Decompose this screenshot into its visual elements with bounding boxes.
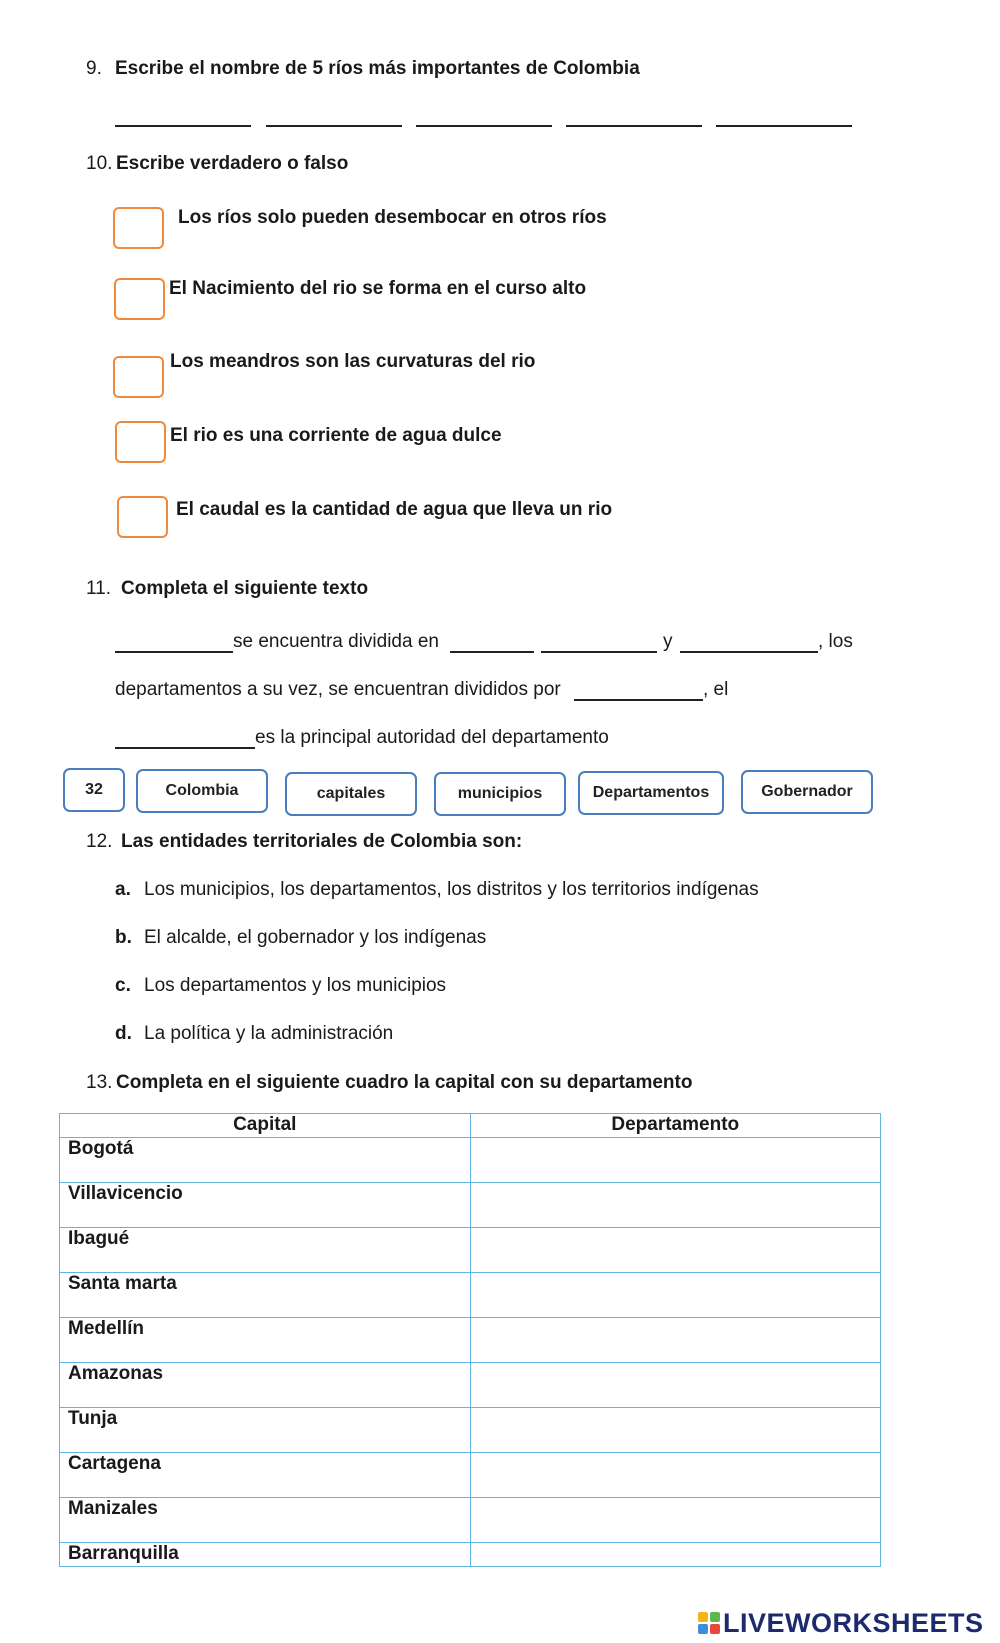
paragraph-text: departamentos a su vez, se encuentran divididos por — [115, 679, 561, 700]
paragraph-text: se encuentra dividida en — [233, 631, 439, 652]
capital-cell: Amazonas — [60, 1363, 471, 1408]
question-13-title: Completa en el siguiente cuadro la capital con su departamento — [116, 1072, 693, 1093]
option-a[interactable] — [115, 879, 759, 901]
answer-blank[interactable] — [416, 125, 552, 127]
department-answer-cell[interactable] — [470, 1363, 881, 1408]
capital-cell: Santa marta — [60, 1273, 471, 1318]
option-d[interactable] — [115, 1023, 393, 1045]
fill-blank[interactable] — [680, 651, 818, 653]
fill-blank[interactable] — [574, 699, 703, 701]
answer-blank[interactable] — [716, 125, 852, 127]
paragraph-text: , los — [818, 631, 853, 652]
department-answer-cell[interactable] — [470, 1228, 881, 1273]
true-false-box[interactable] — [113, 207, 164, 249]
department-answer-cell[interactable] — [470, 1543, 881, 1567]
statement-text: Los meandros son las curvaturas del rio — [170, 351, 536, 372]
true-false-box[interactable] — [113, 356, 164, 398]
option-letter: b. — [115, 927, 132, 948]
paragraph-text: es la principal autoridad del departamento — [255, 727, 609, 748]
paragraph-text: y — [663, 631, 673, 652]
option-c[interactable] — [115, 975, 446, 997]
true-false-box[interactable] — [114, 278, 165, 320]
option-b[interactable] — [115, 927, 486, 949]
word-chip-capitales[interactable]: capitales — [285, 772, 417, 816]
fill-blank[interactable] — [115, 747, 255, 749]
question-10-title: Escribe verdadero o falso — [116, 153, 349, 174]
question-12-number: 12. — [86, 831, 113, 852]
fill-blank[interactable] — [115, 651, 233, 653]
column-header-capital: Capital — [60, 1114, 471, 1138]
question-12-title: Las entidades territoriales de Colombia son: — [121, 831, 523, 852]
statement-text: Los ríos solo pueden desembocar en otros ríos — [178, 207, 607, 228]
department-answer-cell[interactable] — [470, 1453, 881, 1498]
word-chip-gobernador[interactable]: Gobernador — [741, 770, 873, 814]
column-header-departamento: Departamento — [470, 1114, 881, 1138]
word-chip-colombia[interactable]: Colombia — [136, 769, 268, 813]
word-chip-municipios[interactable]: municipios — [434, 772, 566, 816]
fill-blank[interactable] — [450, 651, 534, 653]
department-answer-cell[interactable] — [470, 1498, 881, 1543]
capital-cell: Tunja — [60, 1408, 471, 1453]
liveworksheets-logo — [698, 1608, 984, 1638]
option-text: El alcalde, el gobernador y los indígenas — [144, 927, 487, 948]
logo-icon — [698, 1612, 720, 1634]
true-false-box[interactable] — [117, 496, 168, 538]
capital-cell: Bogotá — [60, 1138, 471, 1183]
department-answer-cell[interactable] — [470, 1183, 881, 1228]
capitals-table — [59, 1113, 881, 1567]
question-13-number: 13. — [86, 1072, 113, 1093]
option-letter: c. — [115, 975, 131, 996]
word-chip-32[interactable]: 32 — [63, 768, 125, 812]
department-answer-cell[interactable] — [470, 1273, 881, 1318]
answer-blank[interactable] — [266, 125, 402, 127]
paragraph-text: , el — [703, 679, 729, 700]
statement-text: El caudal es la cantidad de agua que lleva un rio — [176, 499, 613, 520]
statement-text: El rio es una corriente de agua dulce — [170, 425, 502, 446]
statement-text: El Nacimiento del rio se forma en el curso alto — [169, 278, 587, 299]
option-text: Los departamentos y los municipios — [144, 975, 447, 996]
answer-blank[interactable] — [566, 125, 702, 127]
capital-cell: Villavicencio — [60, 1183, 471, 1228]
capital-cell: Cartagena — [60, 1453, 471, 1498]
question-10-number: 10. — [86, 153, 113, 174]
capital-cell: Barranquilla — [60, 1543, 471, 1567]
word-chip-departamentos[interactable]: Departamentos — [578, 771, 724, 815]
capital-cell: Manizales — [60, 1498, 471, 1543]
department-answer-cell[interactable] — [470, 1408, 881, 1453]
question-11-title: Completa el siguiente texto — [121, 578, 369, 599]
fill-blank[interactable] — [541, 651, 657, 653]
answer-blank[interactable] — [115, 125, 251, 127]
question-9-title: Escribe el nombre de 5 ríos más importantes de Colombia — [115, 58, 640, 79]
capital-cell: Ibagué — [60, 1228, 471, 1273]
option-letter: d. — [115, 1023, 132, 1044]
question-9-number: 9. — [86, 58, 102, 79]
question-11-number: 11. — [86, 578, 112, 599]
option-text: Los municipios, los departamentos, los distritos y los territorios indígenas — [144, 879, 759, 900]
logo-text: LIVEWORKSHEETS — [723, 1607, 984, 1638]
department-answer-cell[interactable] — [470, 1138, 881, 1183]
capital-cell: Medellín — [60, 1318, 471, 1363]
true-false-box[interactable] — [115, 421, 166, 463]
option-text: La política y la administración — [144, 1023, 394, 1044]
department-answer-cell[interactable] — [470, 1318, 881, 1363]
option-letter: a. — [115, 879, 131, 900]
